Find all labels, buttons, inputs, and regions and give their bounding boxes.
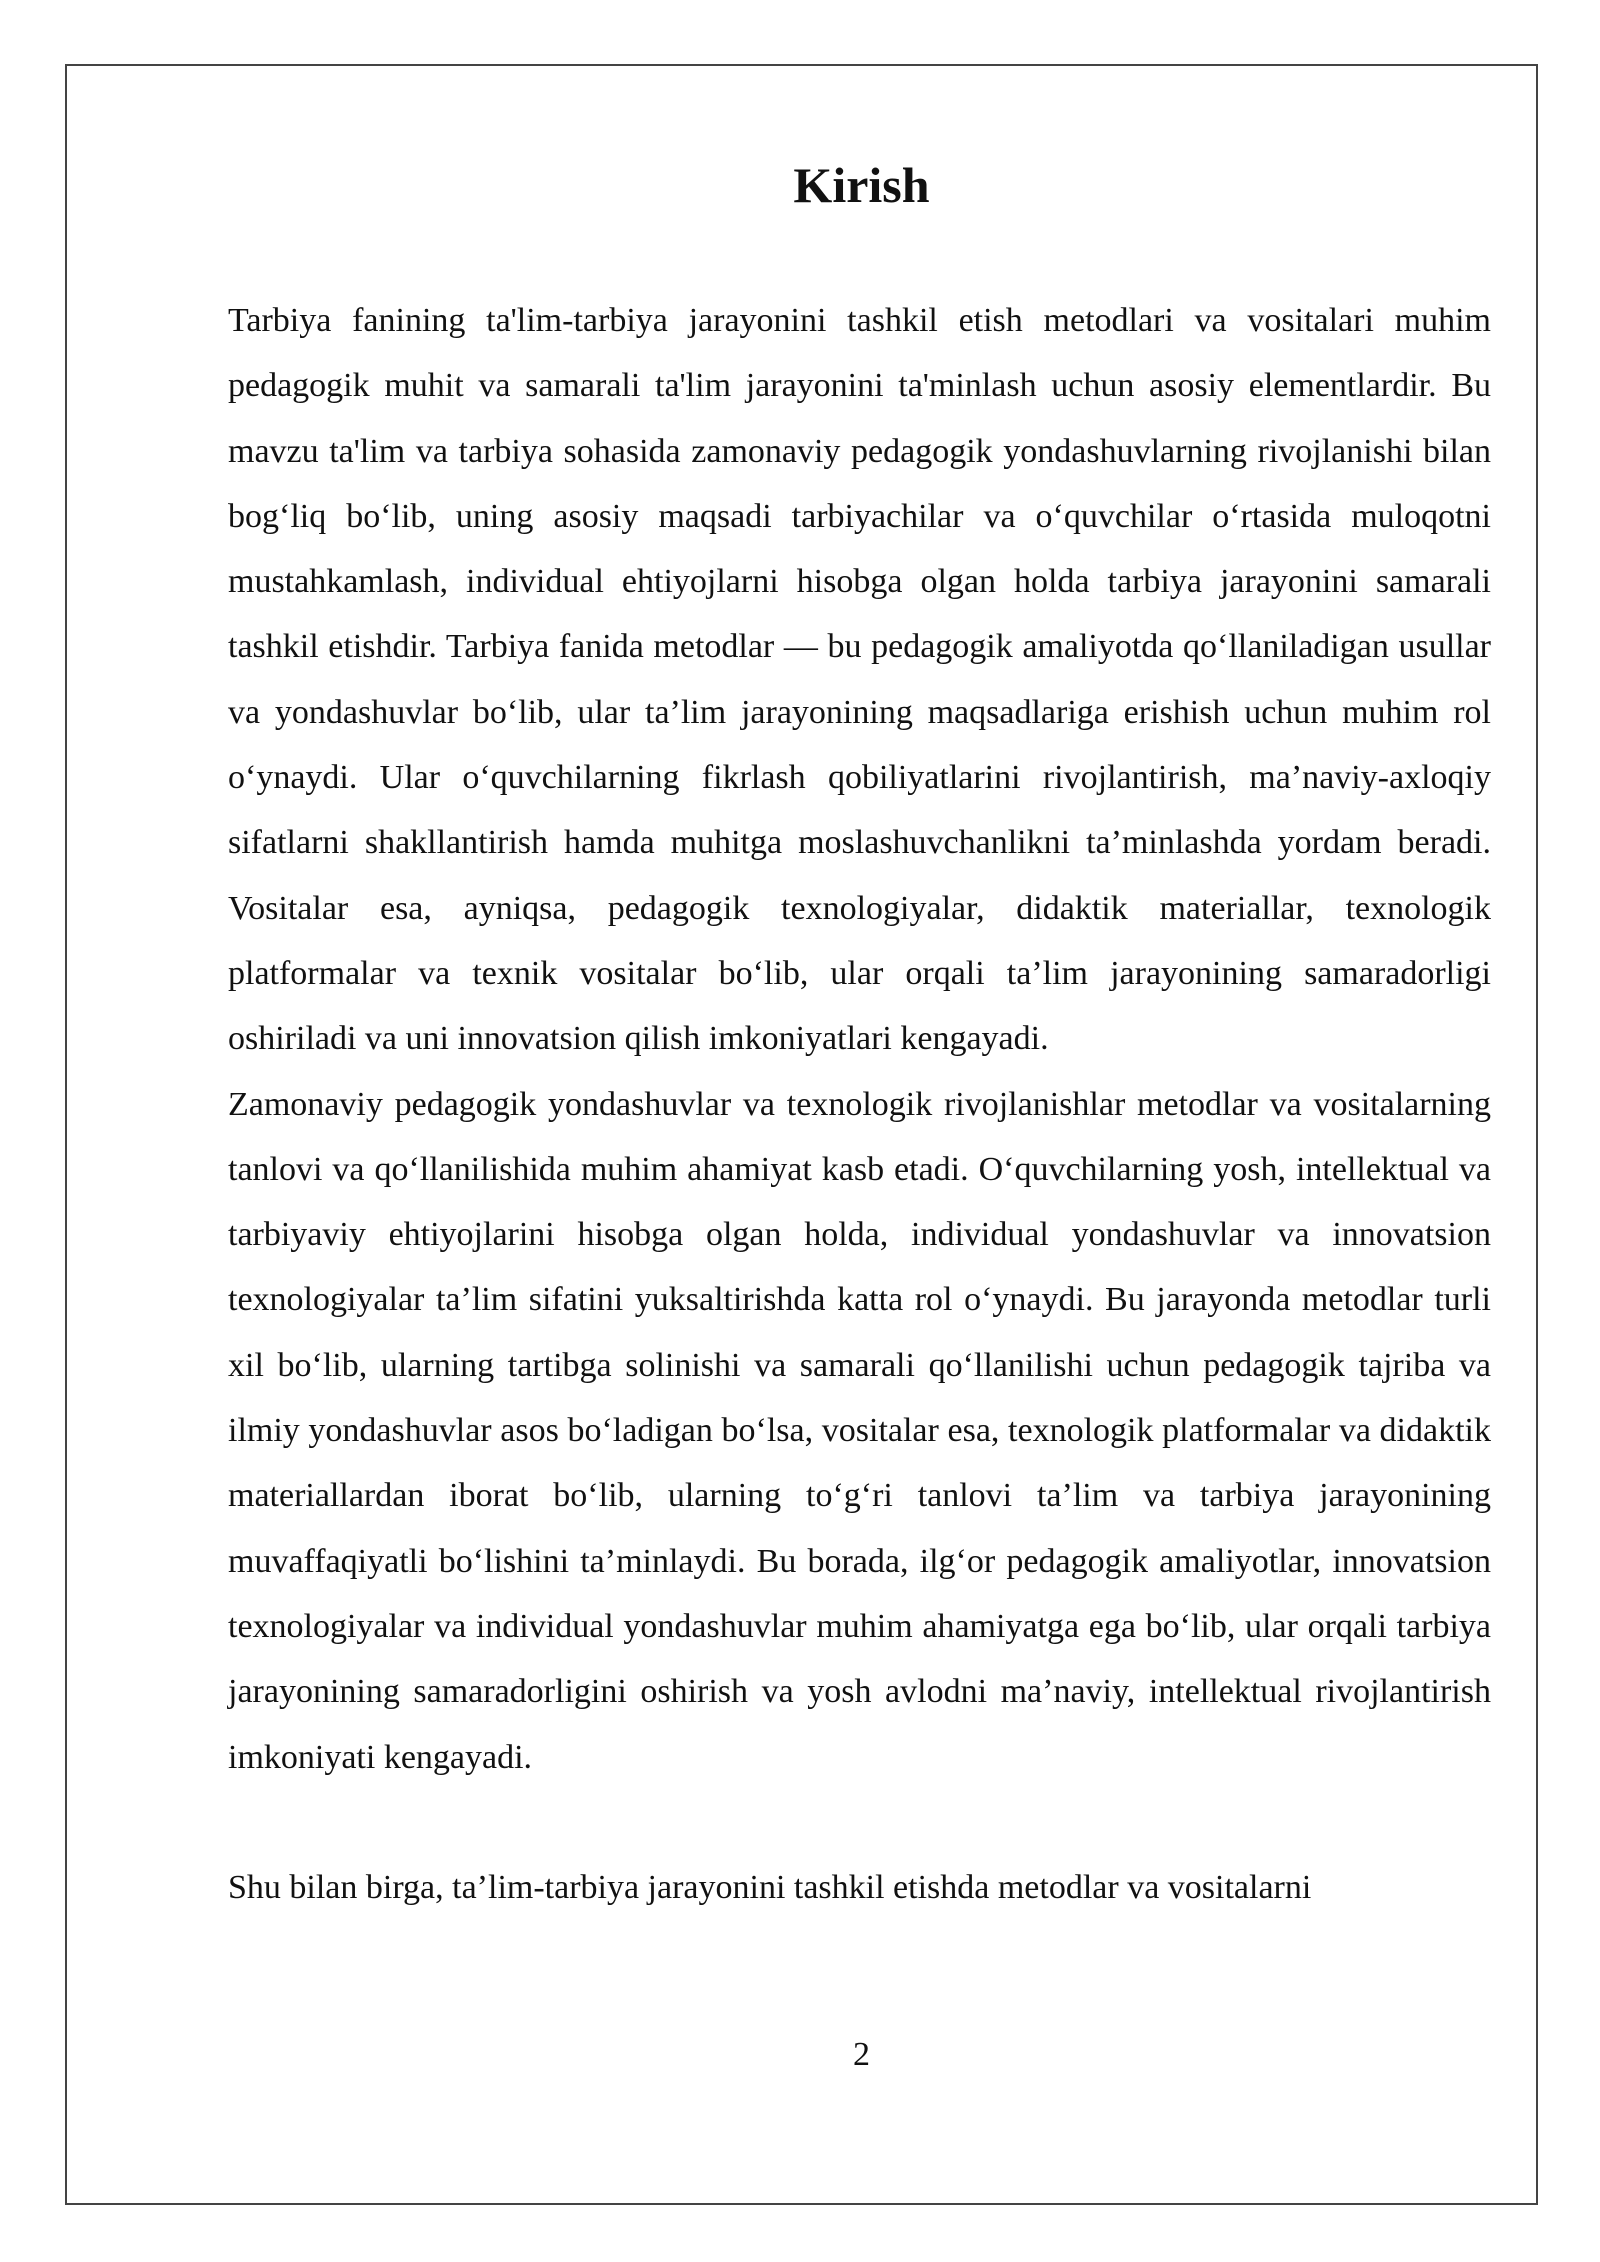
page-title: Kirish: [793, 157, 930, 213]
document-body: [228, 288, 1491, 1920]
page-number: 2: [853, 2036, 870, 2073]
paragraph-continuation: Shu bilan birga, ta’lim-tarbiya jarayonini tashkil etishda metodlar va vositalarni: [228, 1868, 1312, 1906]
paragraph-modern-approaches: Zamonaviy pedagogik yondashuvlar va texnologik rivojlanishlar metodlar va vositalarning tanlovi va qo‘llanilishida muhim ahamiyat kasb etadi. O‘quvchilarning yosh, intellektual va tarbiyaviy ehtiyojlarini hisobga olgan holda, individual yondashuvlar va innovatsion texnologiyalar ta’lim sifatini yuksaltirishda katta rol o‘ynaydi. Bu jarayonda metodlar turli xil bo‘lib, ularning tartibga solinishi va samarali qo‘llanilishi uchun pedagogik tajriba va ilmiy yondashuvlar asos bo‘ladigan bo‘lsa, vositalar esa, texnologik platformalar va didaktik materiallardan iborat bo‘lib, ularning to‘g‘ri tanlovi ta’lim va tarbiya jarayonining muvaffaqiyatli bo‘lishini ta’minlaydi. Bu borada, ilg‘or pedagogik amaliyotlar, innovatsion texnologiyalar va individual yondashuvlar muhim ahamiyatga ega bo‘lib, ular orqali tarbiya jarayonining samaradorligini oshirish va yosh avlodni ma’naviy, intellektual rivojlantirish imkoniyati kengayadi.: [228, 1085, 1491, 1776]
paragraph-intro: Tarbiya fanining ta'lim-tarbiya jarayonini tashkil etish metodlari va vositalari muhim pedagogik muhit va samarali ta'lim jarayonini ta'minlash uchun asosiy elementlardir. Bu mavzu ta'lim va tarbiya sohasida zamonaviy pedagogik yondashuvlarning rivojlanishi bilan bog‘liq bo‘lib, uning asosiy maqsadi tarbiyachilar va o‘quvchilar o‘rtasida muloqotni mustahkamlash, individual ehtiyojlarni hisobga olgan holda tarbiya jarayonini samarali tashkil etishdir. Tarbiya fanida metodlar — bu pedagogik amaliyotda qo‘llaniladigan usullar va yondashuvlar bo‘lib, ular ta’lim jarayonining maqsadlariga erishish uchun muhim rol o‘ynaydi. Ular o‘quvchilarning fikrlash qobiliyatlarini rivojlantirish, ma’naviy-axloqiy sifatlarni shakllantirish hamda muhitga moslashuvchanlikni ta’minlashda yordam beradi. Vositalar esa, ayniqsa, pedagogik texnologiyalar, didaktik materiallar, texnologik platformalar va texnik vositalar bo‘lib, ular orqali ta’lim jarayonining samaradorligi oshiriladi va uni innovatsion qilish imkoniyatlari kengayadi.: [228, 302, 1491, 1058]
